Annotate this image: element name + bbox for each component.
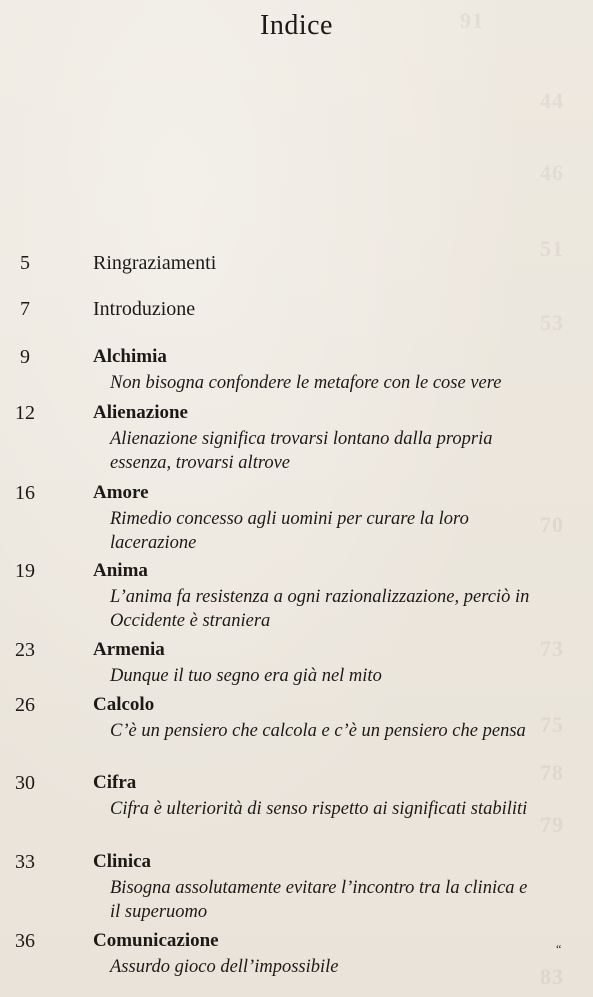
show-through-text: 91 [460,8,484,33]
page-number: 16 [15,482,35,504]
page-number: 23 [15,639,35,661]
entry-subtitle: Bisogna assolutamente evitare l’incontro tra la clinica e il superuomo [110,878,528,922]
entry-title: Calcolo [93,694,155,715]
entry-subtitle: C’è un pensiero che calcola e c’è un pensiero che pensa [110,721,526,741]
show-through-text: 83 [540,964,564,989]
show-through-text: 46 [540,160,564,185]
entry-subtitle: Cifra è ulteriorità di senso rispetto ai significati stabiliti [110,799,528,819]
entry-subtitle: Dunque il tuo segno era già nel mito [110,666,382,686]
entry-title: Cifra [93,772,137,793]
entry-title: Comunicazione [93,930,219,951]
entry-title: Anima [93,560,148,581]
show-through-text: 70 [540,512,564,537]
show-through-text: 51 [540,236,564,261]
show-through-text: 79 [540,812,564,837]
show-through-text: 75 [540,712,564,737]
page-number: 30 [15,772,35,794]
ink-speck: “ [556,942,562,956]
show-through-text: 44 [540,88,564,113]
entry-subtitle: Assurdo gioco dell’impossibile [110,957,339,977]
page-number: 7 [20,298,30,320]
entry-title: Ringraziamenti [93,252,217,274]
show-through-text: 73 [540,636,564,661]
page-number: 19 [15,560,35,582]
page-number: 36 [15,930,35,952]
entry-title: Amore [93,482,149,503]
entry-title: Introduzione [93,298,196,320]
show-through-text: 53 [540,310,564,335]
entry-title: Clinica [93,851,152,872]
show-through-text: 78 [540,760,564,785]
entry-title: Alchimia [93,346,167,367]
page-number: 26 [15,694,35,716]
entry-subtitle: L’anima fa resistenza a ogni razionalizzazione, perciò in Occidente è straniera [110,587,530,631]
entry-title: Armenia [93,639,165,660]
entry-subtitle: Alienazione significa trovarsi lontano dalla propria essenza, trovarsi altrove [110,429,493,473]
entry-subtitle: Non bisogna confondere le metafore con le cose vere [110,373,502,393]
entry-title: Alienazione [93,402,188,423]
page-number: 33 [15,851,35,873]
page-number: 5 [20,252,30,274]
page-number: 9 [20,346,30,368]
page-number: 12 [15,402,35,424]
entry-subtitle: Rimedio concesso agli uomini per curare la loro lacerazione [110,509,469,553]
page-title: Indice [260,10,333,41]
